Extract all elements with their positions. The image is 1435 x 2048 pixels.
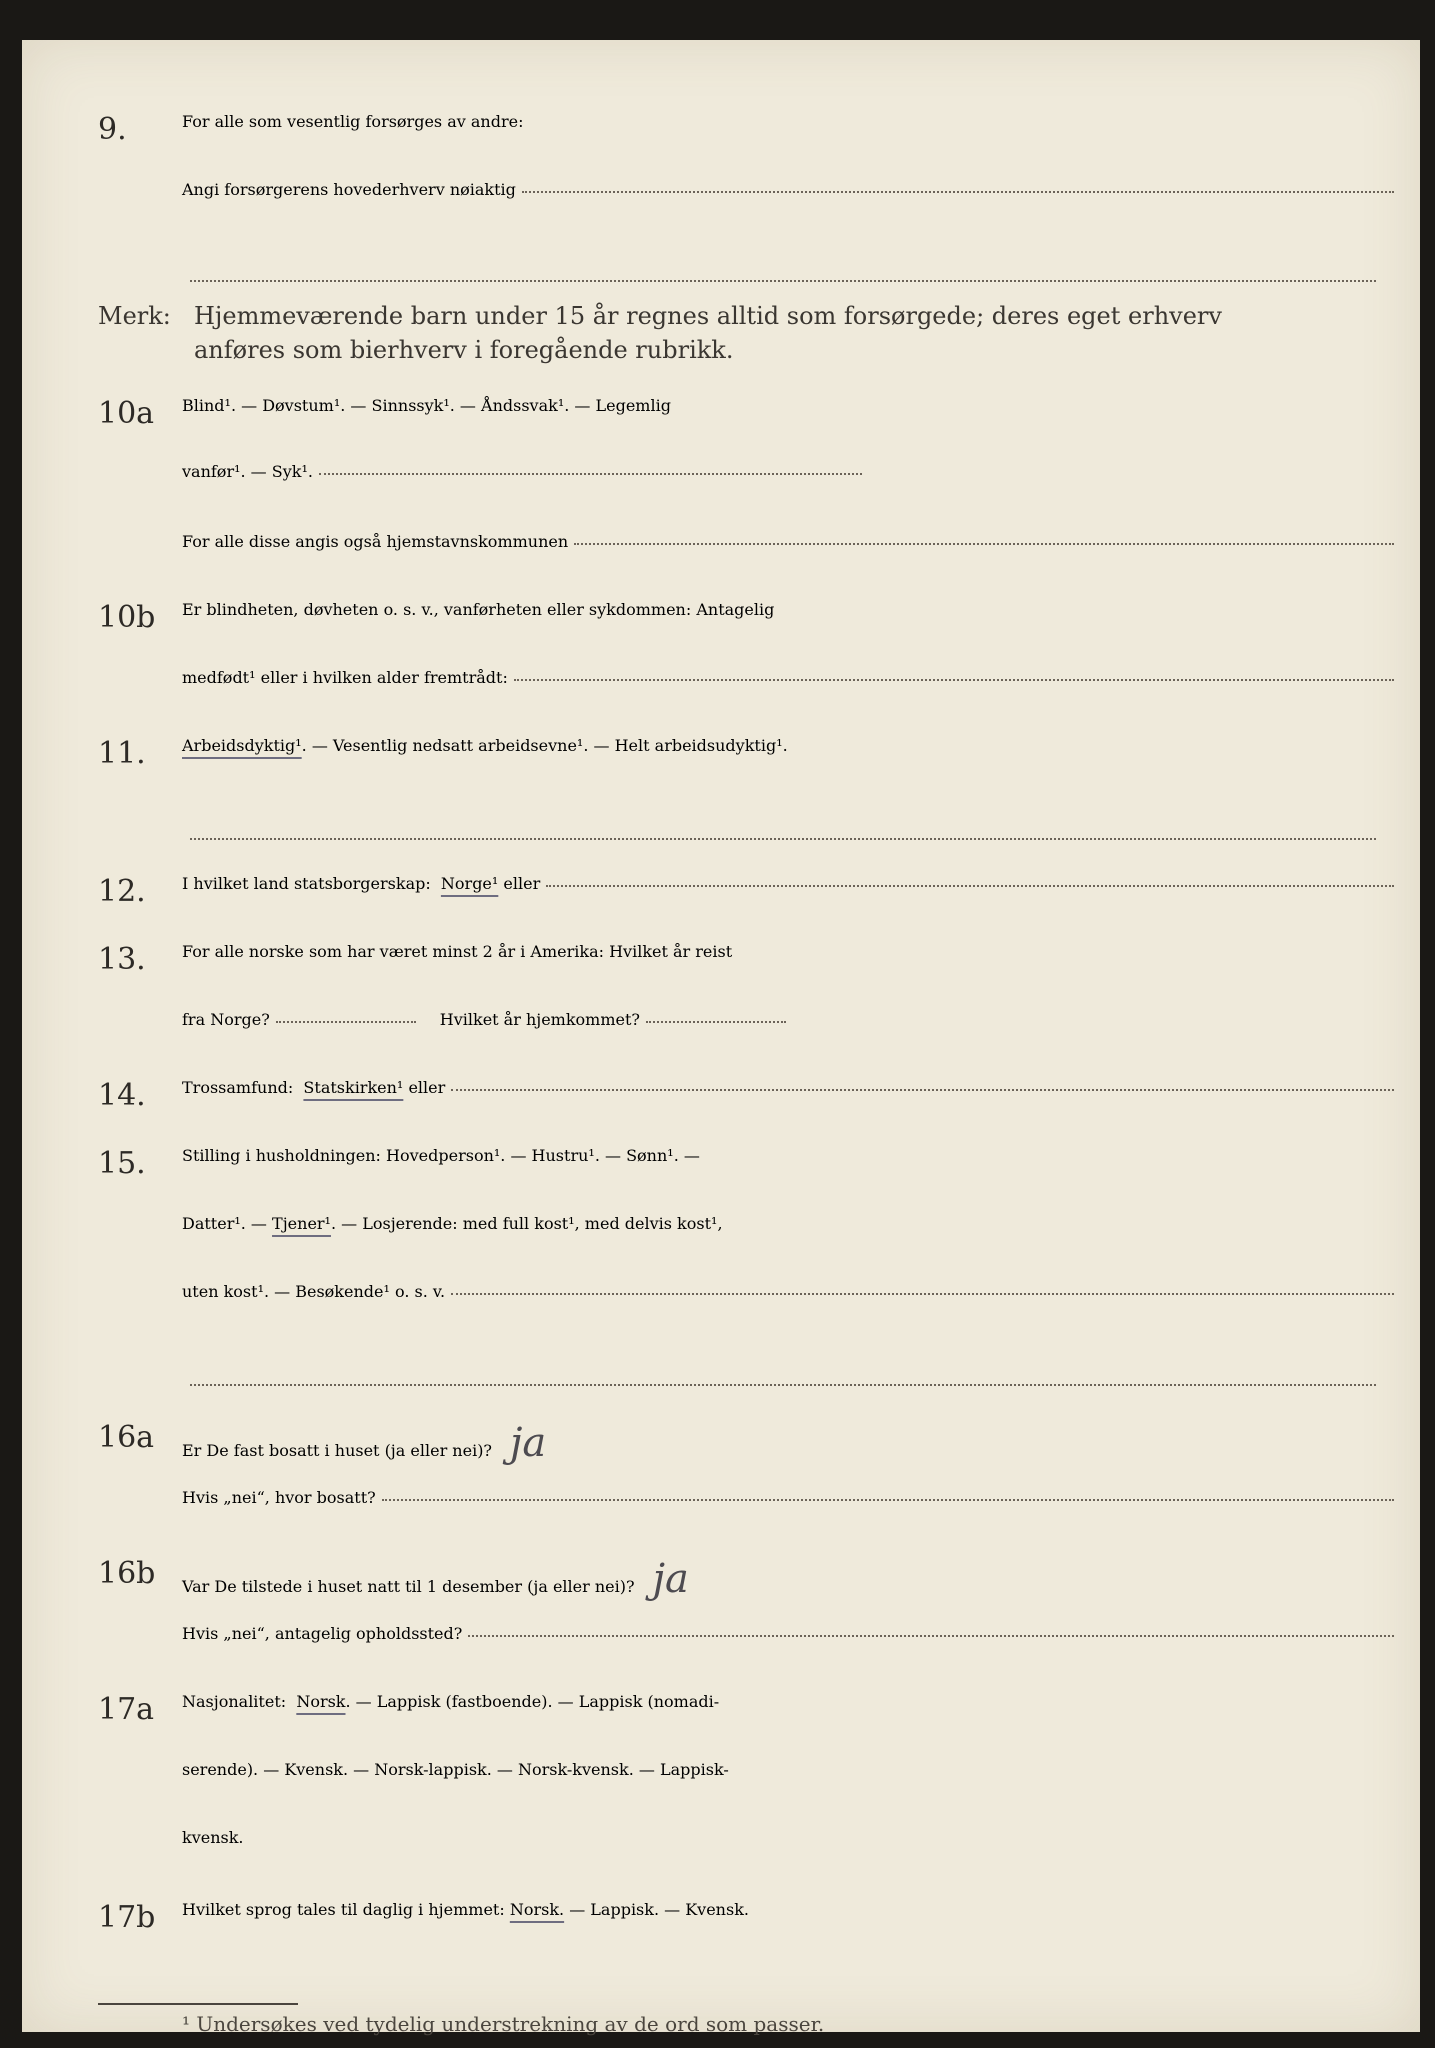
q11-line: Arbeidsdyktig¹ . — Vesentlig nedsatt arbeidsevne¹. — Helt arbeidsudyktig¹. xyxy=(182,736,788,755)
census-form-page xyxy=(22,40,1420,2036)
q12-line: I hvilket land statsborgerskap: Norge¹ eller xyxy=(182,874,1394,893)
q16b-line2: Hvis „nei“, antagelig opholdssted? xyxy=(182,1624,1394,1643)
q17a-line3: kvensk. xyxy=(182,1828,244,1847)
q16b-handwritten-answer[interactable]: ja xyxy=(652,1556,689,1602)
q17b-selected-option[interactable]: Norsk. xyxy=(509,1900,565,1919)
q10a-line3: For alle disse angis også hjemstavnskommunen xyxy=(182,532,1394,551)
q16a-line1: Er De fast bosatt i huset (ja eller nei)? ja xyxy=(182,1420,547,1466)
q16a-number: 16a xyxy=(98,1420,155,1455)
q15-line1: Stilling i husholdningen: Hovedperson¹. — Hustru¹. — Sønn¹. — xyxy=(182,1146,700,1165)
q14-fill-line[interactable] xyxy=(451,1089,1394,1091)
q13-hjemkommet-fill[interactable] xyxy=(646,1021,786,1023)
q13-line1: For alle norske som har været minst 2 år i Amerika: Hvilket år reist xyxy=(182,942,733,961)
q10b-fill-line[interactable] xyxy=(514,679,1394,681)
q15-number: 15. xyxy=(98,1146,146,1181)
footnote: ¹ Undersøkes ved tydelig understrekning av de ord som passer. xyxy=(182,2012,825,2036)
q11-number: 11. xyxy=(98,736,146,771)
q14-number: 14. xyxy=(98,1078,146,1113)
q17a-number: 17a xyxy=(98,1692,155,1727)
footnote-rule xyxy=(98,2003,298,2005)
q17b-line: Hvilket sprog tales til daglig i hjemmet: Norsk. — Lappisk. — Kvensk. xyxy=(182,1900,749,1919)
q9-line2: Angi forsørgerens hovederhverv nøiaktig xyxy=(182,180,1394,199)
q10a-line2: vanfør¹. — Syk¹. xyxy=(182,462,862,481)
q15-fill-line[interactable] xyxy=(451,1293,1394,1295)
q16b-fill-line[interactable] xyxy=(468,1635,1394,1637)
q13-number: 13. xyxy=(98,942,146,977)
q16a-handwritten-answer[interactable]: ja xyxy=(510,1420,547,1466)
q10a-kommune-fill-line[interactable] xyxy=(574,543,1394,545)
q10b-number: 10b xyxy=(98,600,156,635)
q11-selected-option[interactable]: Arbeidsdyktig¹ xyxy=(182,736,302,755)
q10a-line1: Blind¹. — Døvstum¹. — Sinnssyk¹. — Åndssvak¹. — Legemlig xyxy=(182,396,671,415)
q10b-line2: medfødt¹ eller i hvilken alder fremtrådt: xyxy=(182,668,1394,687)
q15-answer-rule[interactable] xyxy=(190,1384,1376,1386)
q17a-line1: Nasjonalitet: Norsk . — Lappisk (fastboende). — Lappisk (nomadi- xyxy=(182,1692,720,1711)
q15-line3: uten kost¹. — Besøkende¹ o. s. v. xyxy=(182,1282,1394,1301)
q9-number: 9. xyxy=(98,112,127,147)
merk-label: Merk: xyxy=(98,302,171,330)
q9-answer-rule[interactable] xyxy=(190,280,1376,282)
q14-line: Trossamfund: Statskirken¹ eller xyxy=(182,1078,1394,1097)
q9-fill-line[interactable] xyxy=(522,191,1394,193)
q16a-line2: Hvis „nei“, hvor bosatt? xyxy=(182,1488,1394,1507)
q14-selected-option[interactable]: Statskirken¹ xyxy=(303,1078,404,1097)
q16b-number: 16b xyxy=(98,1556,156,1591)
q12-number: 12. xyxy=(98,874,146,909)
q12-fill-line[interactable] xyxy=(546,885,1394,887)
q9-line1: For alle som vesentlig forsørges av andre: xyxy=(182,112,524,131)
q13-reist-fill[interactable] xyxy=(276,1021,416,1023)
q16b-line1: Var De tilstede i huset natt til 1 desember (ja eller nei)? ja xyxy=(182,1556,689,1602)
q12-selected-option[interactable]: Norge¹ xyxy=(440,874,499,893)
q11-answer-rule[interactable] xyxy=(190,838,1376,840)
q17b-number: 17b xyxy=(98,1900,156,1935)
q13-line2: fra Norge? Hvilket år hjemkommet? xyxy=(182,1010,786,1029)
q17a-selected-option[interactable]: Norsk xyxy=(296,1692,346,1711)
q16a-fill-line[interactable] xyxy=(382,1499,1394,1501)
q10a-fill-line[interactable] xyxy=(319,473,862,475)
q10a-number: 10a xyxy=(98,396,155,431)
q15-line2: Datter¹. — Tjener¹ . — Losjerende: med full kost¹, med delvis kost¹, xyxy=(182,1214,723,1233)
merk-line2: anføres som bierhverv i foregående rubrikk. xyxy=(194,336,734,364)
q17a-line2: serende). — Kvensk. — Norsk-lappisk. — Norsk-kvensk. — Lappisk- xyxy=(182,1760,729,1779)
merk-line1: Hjemmeværende barn under 15 år regnes alltid som forsørgede; deres eget erhverv xyxy=(194,302,1222,330)
q15-selected-option[interactable]: Tjener¹ xyxy=(272,1214,331,1233)
q10b-line1: Er blindheten, døvheten o. s. v., vanførheten eller sykdommen: Antagelig xyxy=(182,600,775,619)
